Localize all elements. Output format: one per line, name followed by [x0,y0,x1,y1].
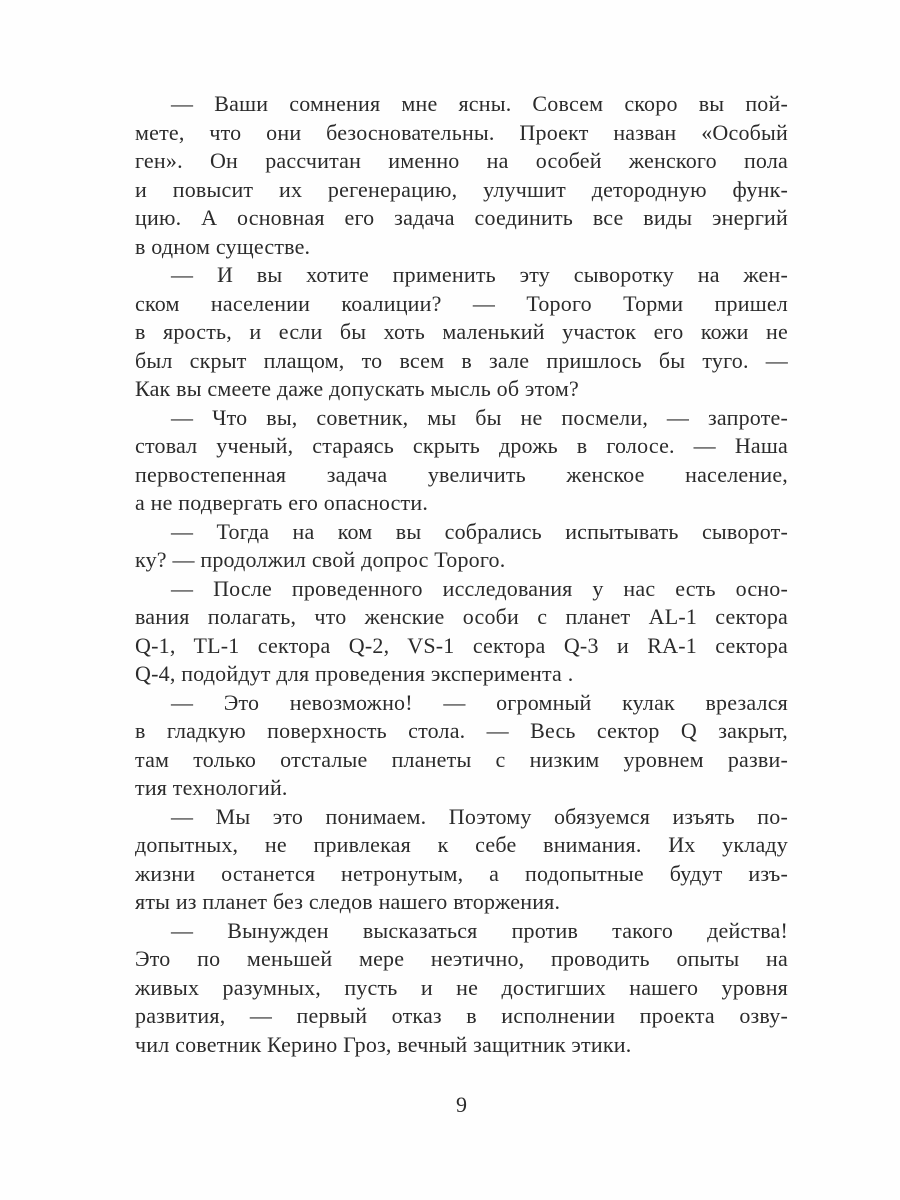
text-line: мете, что они безосновательны. Проект назван «Особый [135,119,788,145]
text-line: — И вы хотите применить эту сыворотку на жен- [171,262,788,287]
paragraph [135,261,788,404]
text-line: живых разумных, пусть и не достигших нашего уровня [135,974,788,1000]
text-line: в гладкую поверхность стола. — Весь сектор Q закрыт, [135,718,788,743]
paragraph [135,917,788,1060]
text-line: вания полагать, что женские особи с планет AL-1 сектора [135,604,788,629]
page-number: 9 [456,1092,467,1117]
text-line: — Мы это понимаем. Поэтому обязуемся изъять по- [171,803,788,829]
text-line: Это по меньшей мере неэтично, проводить опыты на [135,946,788,971]
text-line: а не подвергать его опасности. [135,490,429,515]
paragraph [135,803,788,917]
text-line: яты из планет без следов нашего вторжения. [135,889,561,914]
text-line: — Что вы, советник, мы бы не посмели, — запроте- [171,404,788,430]
text-line: в ярость, и если бы хоть маленький участок его кожи не [135,319,788,344]
text-line: чил советник Керино Гроз, вечный защитник этики. [135,1031,632,1057]
text-line: — Это невозможно! — огромный кулак врезался [171,689,788,715]
text-line: стовал ученый, стараясь скрыть дрожь в голосе. — Наша [135,433,788,458]
text-line: Как вы смеете даже допускать мысль об этом? [135,376,579,401]
text-line: и повысит их регенерацию, улучшит детородную функ- [135,176,788,202]
paragraph [135,404,788,518]
text-line: Q-4, подойдут для проведения эксперимента . [135,661,574,686]
text-line: был скрыт плащом, то всем в зале пришлось бы туго. — [135,347,788,373]
text-block [135,90,788,1059]
text-line: ген». Он рассчитан именно на особей женского пола [135,148,788,173]
text-line: — Вынужден высказаться против такого действа! [171,917,788,943]
paragraph [135,689,788,803]
text-line: тия технологий. [135,775,288,800]
paragraph [135,518,788,575]
text-line: жизни останется нетронутым, а подопытные будут изъ- [135,860,788,886]
paragraph [135,575,788,689]
text-line: — После проведенного исследования у нас есть осно- [171,575,788,601]
text-line: в одном существе. [135,233,311,259]
text-line: первостепенная задача увеличить женское население, [135,461,788,487]
text-line: ском населении коалиции? — Торого Торми пришел [135,290,788,316]
text-line: Q-1, TL-1 сектора Q-2, VS-1 сектора Q-3 и RA-1 сектора [135,632,788,658]
text-line: допытных, не привлекая к себе внимания. Их укладу [135,832,788,857]
text-line: — Тогда на ком вы собрались испытывать сыворот- [171,518,788,544]
paragraph [135,90,788,261]
text-line: развития, — первый отказ в исполнении проекта озву- [135,1003,788,1028]
text-line: там только отсталые планеты с низким уровнем разви- [135,746,788,772]
text-line: ку? — продолжил свой допрос Торого. [135,547,506,572]
text-line: — Ваши сомнения мне ясны. Совсем скоро вы пой- [171,91,788,116]
text-line: цию. А основная его задача соединить все виды энергий [135,205,788,230]
